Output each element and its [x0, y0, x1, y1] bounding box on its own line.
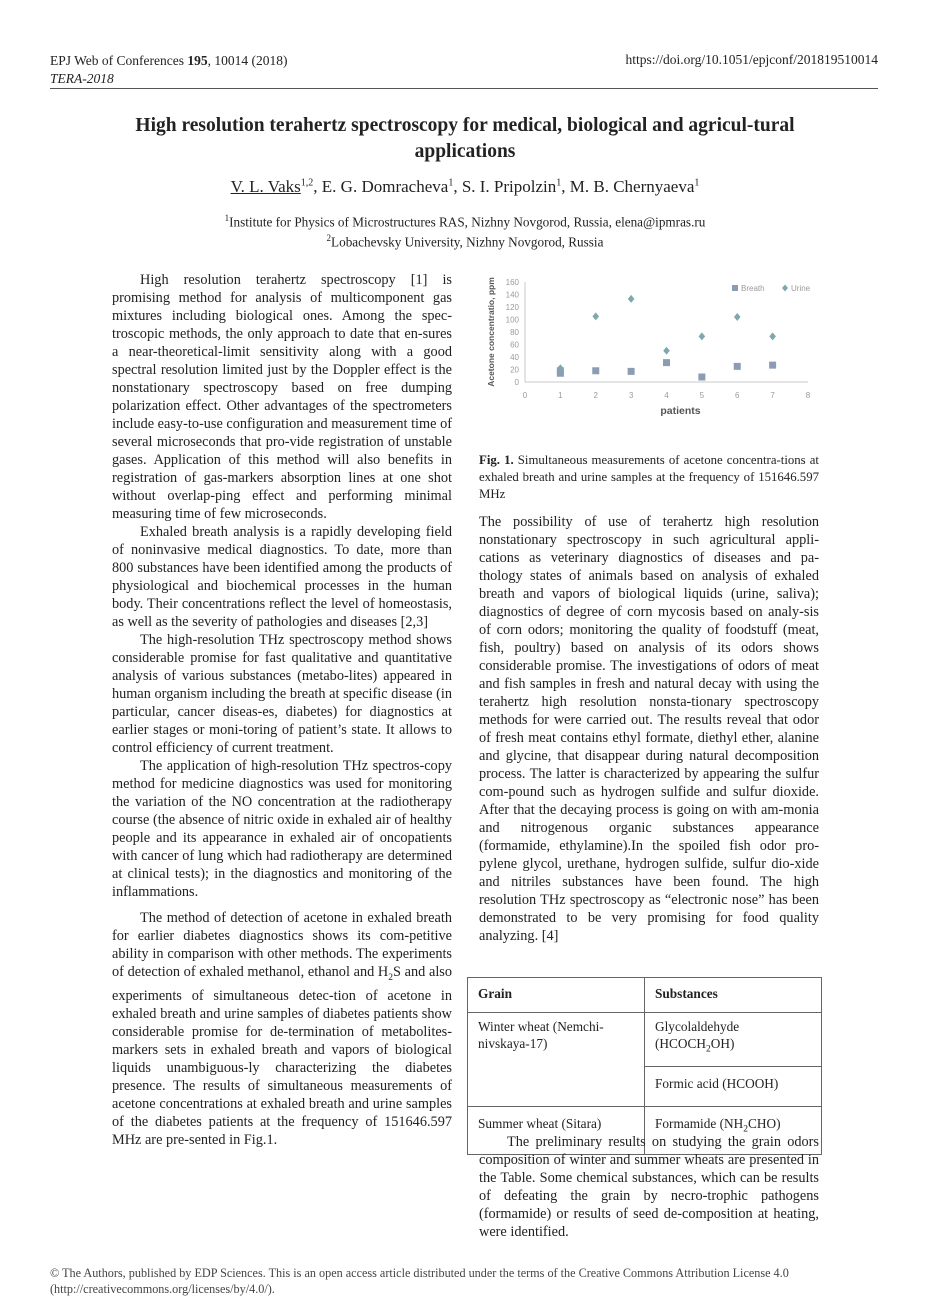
column-header-substances: Substances — [645, 978, 822, 1013]
left-column — [112, 271, 452, 1149]
acetone-scatter-chart — [478, 270, 823, 425]
right-column-lower — [479, 1133, 819, 1241]
corresponding-author[interactable]: V. L. Vaks — [230, 177, 301, 196]
x-tick-label: 2 — [593, 391, 598, 400]
journal-line: EPJ Web of Conferences 195, 10014 (2018) — [50, 53, 288, 68]
y-tick-label: 140 — [505, 290, 519, 300]
table-cell-substance: Glycolaldehyde $(HCOCH_2OH)$ — [645, 1013, 822, 1067]
urine-data-point — [592, 312, 599, 320]
paragraph: The application of high-resolution THz spectros-copy method for medicine diagnostics was used for monitoring the variation of the NO concentration at the radiotherapy course (the absence of nitric oxide in exhaled air of healthy people and its appearance in exhaled air of oncopatients with cancer of lung which had radiotherapy are determined at clinical tests); in the diagnostics and monitoring of the inflammations. — [112, 758, 452, 900]
paragraph: The preliminary results on studying the grain odors composition of winter and summer wheats are presented in the Table. Some chemical substances, which can be results of defeating the grain by necro-trophic pathogens (formamide) or results of seed de-composition at heating, were identified. — [479, 1134, 819, 1240]
table-row — [468, 1013, 822, 1067]
x-tick-label: 0 — [522, 391, 528, 400]
y-tick-label: 100 — [505, 315, 519, 325]
x-tick-label: 1 — [558, 391, 563, 400]
license-link[interactable]: (http://creativecommons.org/licenses/by/4.0/). — [50, 1282, 275, 1296]
y-tick-label: 20 — [510, 365, 519, 375]
table-header-row — [468, 978, 822, 1013]
journal-volume: 195 — [187, 53, 208, 68]
paragraph: The possibility of use of terahertz high resolution nonstationary spectroscopy in such agricultural appli-cations as veterinary diagnostics of diseases and pa-thology states of animals based on analysis of exhaled breath and vapors of biological liquids (urine, saliva); diagnostics of degree of corn mycosis based on analy-sis of corn odors; monitoring the quality of foodstuff (meat, fish, poultry) based on analysis of its odors shows considerable promise. The investigations of odors of meat and fish samples in fresh and natural decay with using the terahertz high resolution nonsta-tionary spectroscopy methods for were carried out. The results reveal that odor of fresh meat contains ethyl formate, diethyl ether, alanine and glycine, that disappear during natural decomposition process. The latter is characterized by appearing the sulfur com-pound such as hydrogen sulfide and sulfur dioxide. After that the decaying process is going on with am-monia and nitrogenous organic substances appearance (formamide, ethylamine).In the spoiled fish odor pro-pylene glycol, urethane, hydrogen sulfide, sulfur dio-xide and nitriles substances have been found. The high resolution THz spectroscopy as “electronic nose” has been demonstrated to be very promising for food quality analyzing. [4] — [479, 514, 819, 944]
breath-data-point — [663, 359, 670, 366]
urine-data-point — [699, 332, 706, 340]
table-cell-grain: Summer wheat (Sitara) — [468, 1106, 645, 1155]
y-tick-label: 80 — [510, 328, 519, 337]
running-header-left — [50, 52, 288, 88]
x-tick-label: 6 — [735, 391, 740, 400]
x-tick-label: 4 — [664, 391, 669, 400]
breath-data-point — [628, 368, 635, 375]
y-tick-label: 40 — [510, 353, 519, 362]
x-tick-label: 8 — [805, 391, 811, 400]
affiliations — [0, 210, 930, 251]
license-footer: © The Authors, published by EDP Sciences. This is an open access article distributed under the terms of the Creative Commons Attribution License 4.0 (http://creativecommons.org/licenses/by/4.0/). — [50, 1265, 878, 1297]
y-tick-label: 0 — [514, 378, 519, 387]
author-list: V. L. Vaks$^{1,2}$, E. G. Domracheva$^1$, S. I. Pripolzin$^1$, M. B. Chernyaeva$^1$ — [230, 177, 700, 196]
x-axis-label: patients — [660, 405, 701, 417]
legend-marker-breath — [732, 285, 738, 291]
header-divider — [50, 88, 878, 89]
table-cell-substance: Formamide $(NH_2CHO)$ — [645, 1106, 822, 1155]
urine-data-point — [628, 295, 635, 303]
urine-data-point — [734, 313, 741, 321]
chart-canvas — [478, 270, 823, 425]
legend-marker-urine — [782, 285, 788, 292]
breath-data-point — [592, 367, 599, 374]
paper-title: High resolution terahertz spectroscopy for medical, biological and agricul-tural applications — [135, 115, 795, 162]
legend-label: Urine — [791, 284, 811, 293]
paragraph: Exhaled breath analysis is a rapidly developing field of noninvasive medical diagnostics. To date, more than 800 substances have been identified among the products of physiological and biochemical processes in the human body. Their concentrations reflect the level of homeostasis, as well as the severity of pathologies and diseases [2,3] — [112, 524, 452, 630]
urine-data-point — [663, 347, 670, 355]
doi-link[interactable]: https://doi.org/10.1051/epjconf/201819510014 — [625, 52, 878, 67]
x-tick-label: 7 — [770, 391, 775, 400]
breath-data-point — [698, 374, 705, 381]
y-axis-label: Acetone concentratio, ppm — [486, 277, 496, 387]
column-header-grain: Grain — [468, 978, 645, 1013]
paragraph: The method of detection of acetone in exhaled breath for earlier diabetes diagnostics shows its com-petitive ability in comparison with other methods. The experiments of detection of exhaled methanol, ethanol and $H_2S$ and also experiments of simultaneous detec-tion of acetone in exhaled breath and urine samples of diabetes patients show considerable promise for de-termination of metabolites-markers sets in exhaled breath and vapors of biological liquids unambiguous-ly characterizing the diabetes presence. The results of simultaneous measurements of acetone concentrations at exhaled breath and urine samples of the diabetes patients at the frequency of 151646.597 MHz are pre-sented in Fig.1. — [112, 910, 452, 1148]
paragraph: High resolution terahertz spectroscopy [1] is promising method for analysis of multicomponent gas mixtures including biological ones. Among the spec-troscopic methods, the only approach to date that en-sures a near-theoretical-limit sensitivity along with a good spectral resolution limited just by the Doppler effect is the nonstationary spectroscopy based on free dumping polarization effect. Other advantages of the spectrometers include easy-to-use configuration and measurement time of several microseconds that pro-vide registration of unstable gases. Application of this method will also benefits in registration of gas-markers absorption lines at one shot without overlap-ping effect and performing minimal measuring time of few microseconds. — [112, 272, 452, 522]
breath-data-point — [734, 363, 741, 370]
affiliation-2: $^2$Lobachevsky University, Nizhny Novgorod, Russia — [326, 233, 604, 250]
figure-caption: Fig. 1. Simultaneous measurements of acetone concentra-tions at exhaled breath and urine samples at the frequency of 151646.597 MHz — [479, 453, 819, 501]
affiliation-1: $^1$Institute for Physics of Microstructures RAS, Nizhny Novgorod, Russia, elena@ipmras.ru — [224, 213, 706, 230]
table-cell-substance: Formic acid (HCOOH) — [645, 1066, 822, 1106]
grain-odor-table — [467, 977, 822, 1155]
urine-data-point — [769, 332, 776, 340]
breath-data-point — [769, 362, 776, 369]
right-column-upper — [479, 513, 819, 945]
x-tick-label: 3 — [628, 391, 634, 400]
x-tick-label: 5 — [699, 391, 705, 400]
conference-name: TERA-2018 — [50, 71, 114, 86]
paragraph: The high-resolution THz spectroscopy method shows considerable promise for fast qualitative and quantitative analysis of various substances (metabo-lites) appeared in human organism including the breath at specific disease (in particular, cancer diseas-es, diabetes) for diagnostics at earlier stages or moni-toring of patient’s state. It allows to control efficiency of current treatment. — [112, 632, 452, 756]
table-cell-grain: Winter wheat (Nemchi-nivskaya-17) — [468, 1013, 645, 1107]
y-tick-label: 160 — [505, 278, 519, 287]
y-tick-label: 60 — [510, 340, 519, 350]
y-tick-label: 120 — [505, 303, 519, 312]
legend-label: Breath — [741, 284, 765, 293]
